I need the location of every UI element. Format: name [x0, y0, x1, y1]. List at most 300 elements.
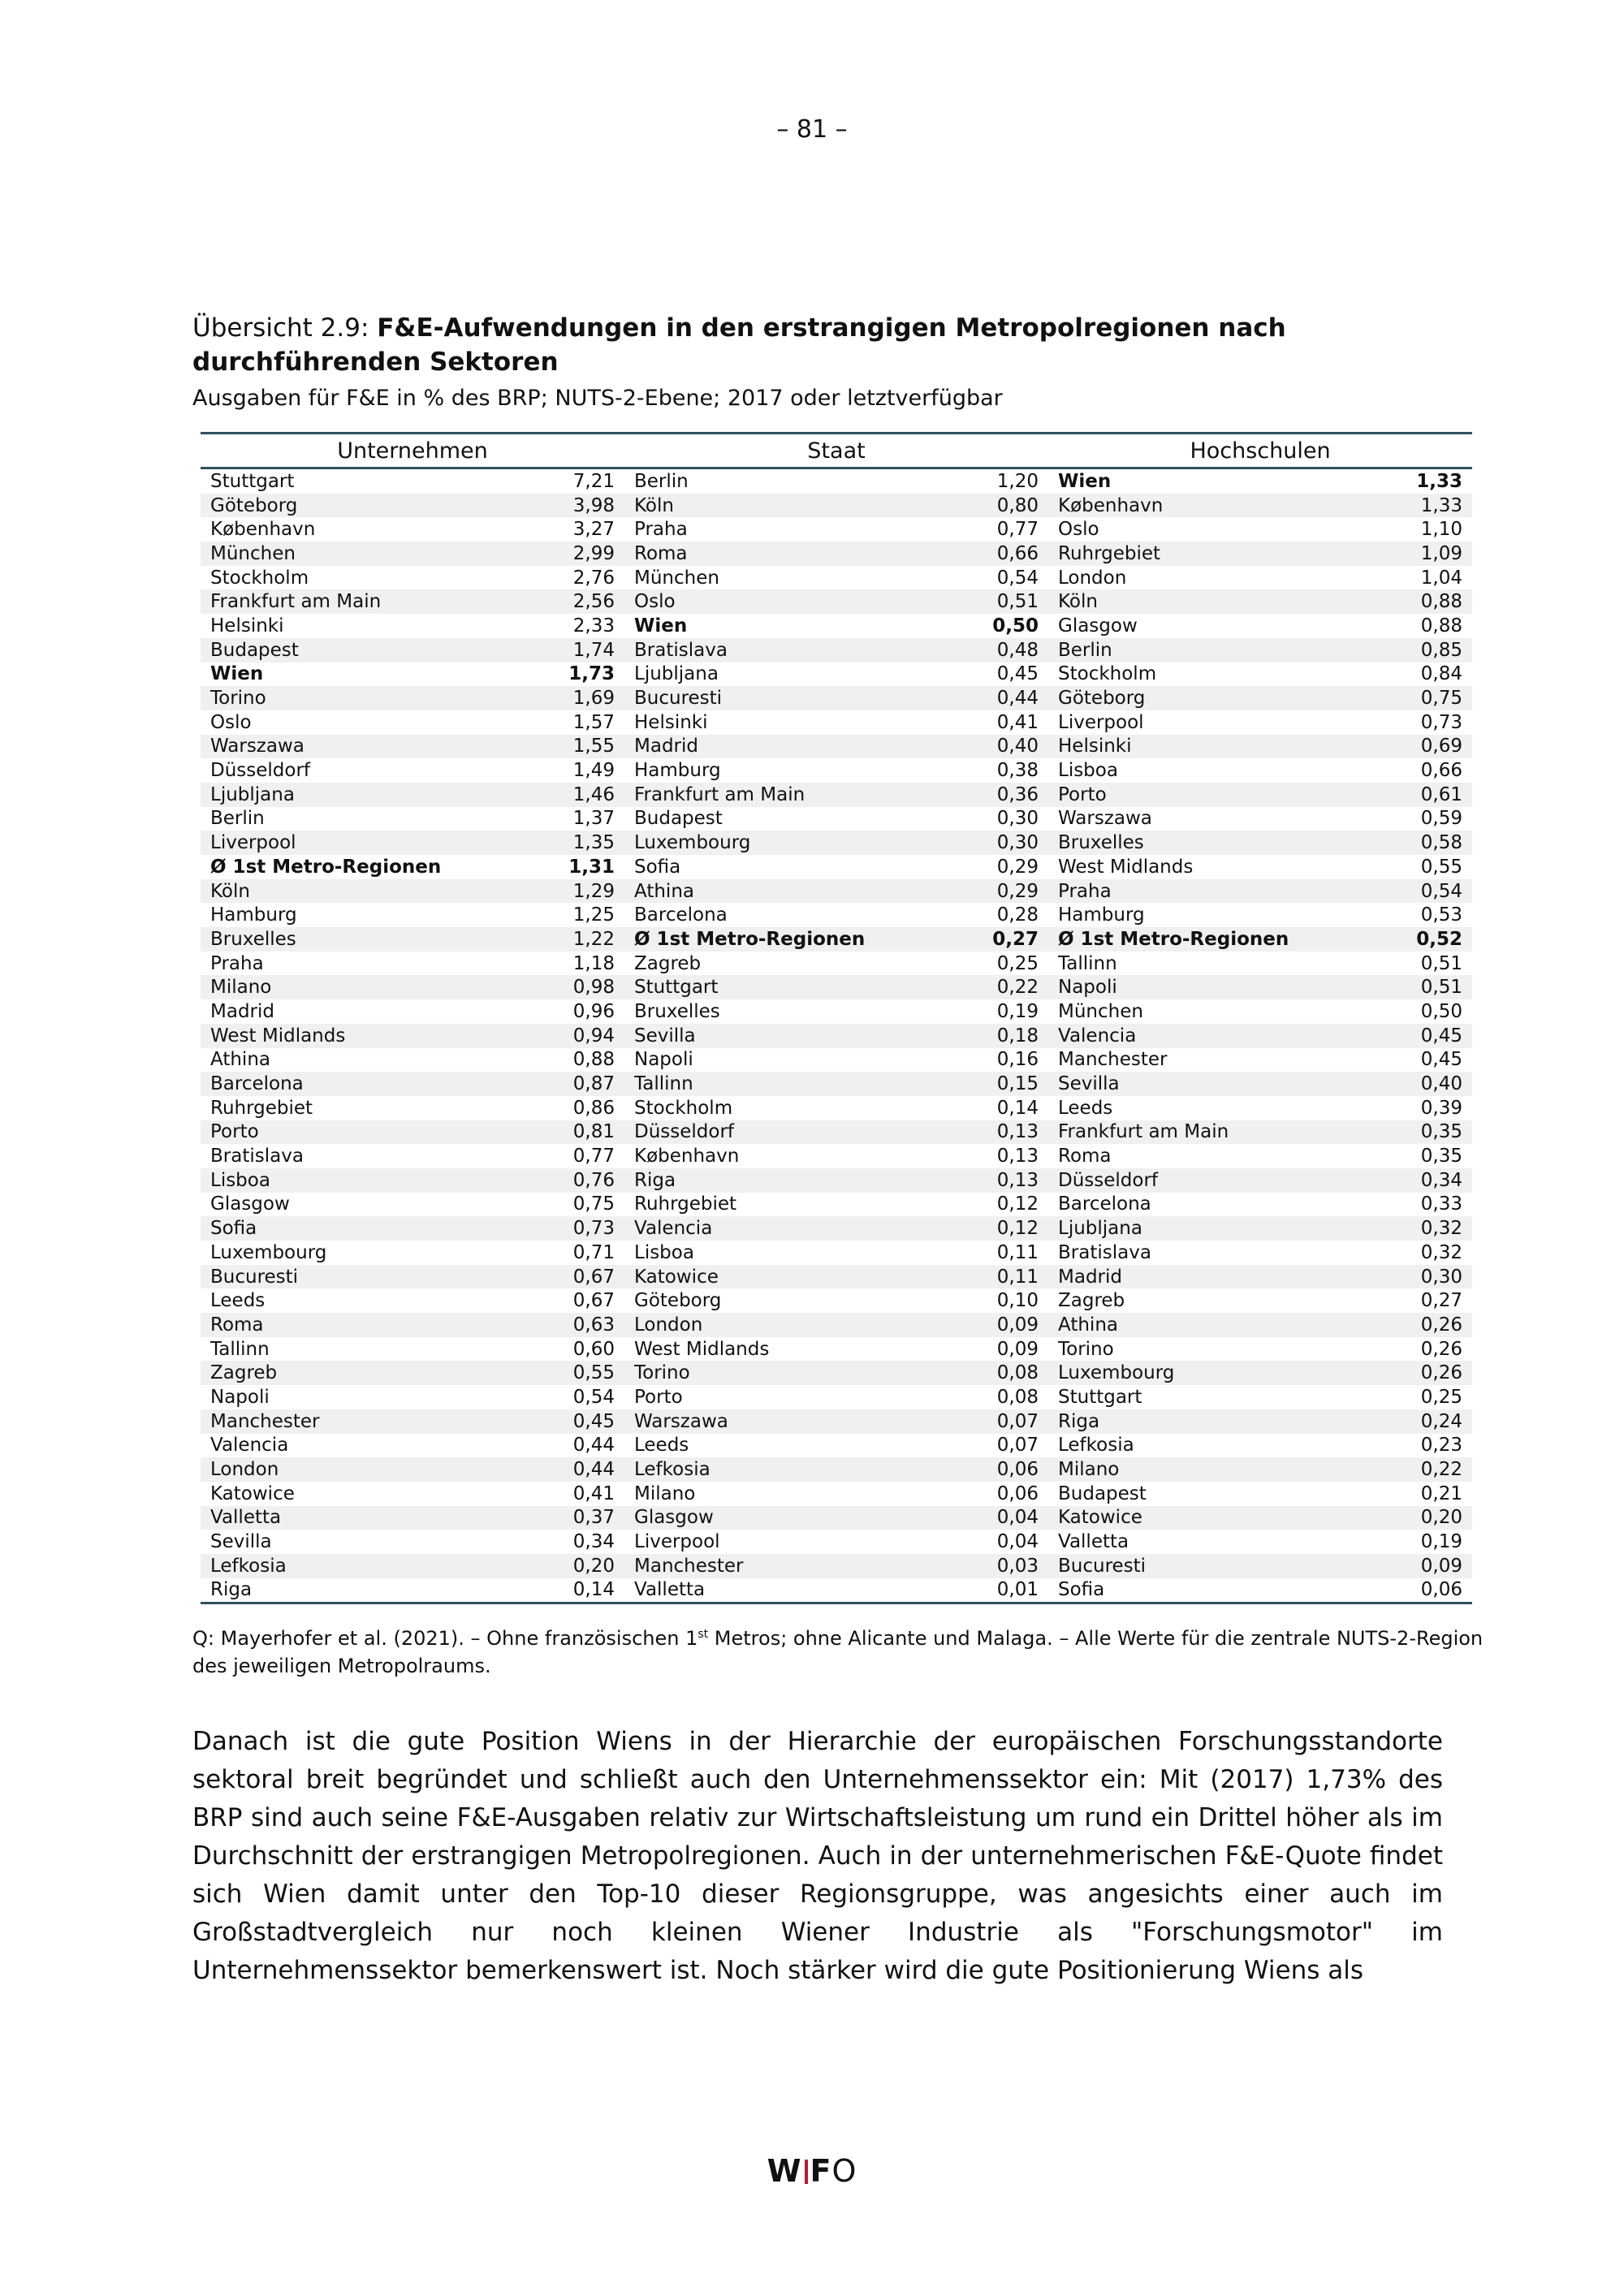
table-row — [201, 1530, 1472, 1554]
staat-value-cell: 0,51 — [941, 589, 1048, 614]
unternehmen-value-cell: 1,74 — [517, 638, 624, 662]
unternehmen-region-cell: Glasgow — [210, 1193, 290, 1215]
table-row — [201, 589, 1472, 614]
staat-region-cell: Warszawa — [624, 1409, 941, 1434]
unternehmen-value-cell: 1,73 — [568, 663, 615, 685]
unternehmen-region-cell: Roma — [201, 1313, 517, 1337]
unternehmen-region-cell: Valletta — [201, 1506, 517, 1530]
table-row — [201, 855, 1472, 879]
table-row — [201, 758, 1472, 783]
staat-value-cell: 0,07 — [996, 1435, 1039, 1457]
staat-region-cell: Budapest — [634, 808, 723, 830]
unternehmen-region-cell: Torino — [201, 686, 517, 710]
unternehmen-value-cell: 0,96 — [572, 1000, 615, 1022]
table-row — [201, 975, 1472, 999]
staat-value-cell: 0,45 — [996, 663, 1039, 685]
hochschulen-value-cell: 0,40 — [1365, 1072, 1472, 1096]
table-row — [201, 1144, 1472, 1168]
exhibit-subtitle: Ausgaben für F&E in % des BRP; NUTS-2-Ebene; 2017 oder letztverfügbar — [192, 386, 1003, 411]
unternehmen-region-cell: Oslo — [210, 711, 252, 733]
unternehmen-region-cell: Liverpool — [201, 831, 517, 855]
hochschulen-region-cell: Athina — [1048, 1313, 1365, 1337]
staat-region-cell: Hamburg — [634, 760, 721, 782]
hochschulen-region-cell: Manchester — [1058, 1049, 1168, 1071]
source-superscript: st — [698, 1628, 709, 1641]
hochschulen-region-cell: Zagreb — [1058, 1290, 1125, 1312]
staat-value-cell: 0,50 — [992, 615, 1039, 637]
table-row — [201, 1337, 1472, 1362]
unternehmen-value-cell: 1,57 — [572, 711, 615, 733]
hochschulen-region-cell: Ljubljana — [1048, 1216, 1365, 1241]
unternehmen-region-cell: Lefkosia — [201, 1554, 517, 1578]
staat-region-cell: Göteborg — [634, 1290, 722, 1312]
unternehmen-region-cell: Katowice — [210, 1482, 295, 1504]
staat-value-cell: 0,06 — [941, 1457, 1048, 1482]
hochschulen-region-cell: Göteborg — [1048, 686, 1365, 710]
hochschulen-region-cell: Lefkosia — [1058, 1435, 1134, 1457]
hochschulen-region-cell: Roma — [1058, 1146, 1112, 1167]
unternehmen-value-cell: 0,67 — [572, 1290, 615, 1312]
page-number: – 81 – — [776, 115, 848, 144]
hochschulen-value-cell: 0,50 — [1420, 1000, 1463, 1022]
unternehmen-region-cell: Helsinki — [210, 615, 284, 637]
hochschulen-value-cell: 0,34 — [1365, 1168, 1472, 1193]
hochschulen-value-cell: 1,10 — [1420, 519, 1463, 541]
hochschulen-value-cell: 0,75 — [1365, 686, 1472, 710]
table-row — [201, 1434, 1472, 1458]
unternehmen-region-cell: Göteborg — [201, 494, 517, 518]
staat-value-cell: 0,01 — [941, 1578, 1048, 1603]
table-row — [201, 1168, 1472, 1193]
hochschulen-region-cell: Porto — [1048, 783, 1365, 807]
hochschulen-value-cell: 0,26 — [1420, 1338, 1463, 1360]
staat-value-cell: 0,40 — [941, 735, 1048, 759]
staat-value-cell: 0,10 — [996, 1290, 1039, 1312]
table-row — [201, 1193, 1472, 1217]
table-row — [201, 1385, 1472, 1409]
staat-region-cell: Napoli — [634, 1049, 693, 1071]
staat-value-cell: 0,38 — [996, 760, 1039, 782]
unternehmen-value-cell: 0,14 — [517, 1578, 624, 1603]
unternehmen-region-cell: Madrid — [210, 1000, 274, 1022]
table-row — [201, 1482, 1472, 1506]
source-text-1: Q: Mayerhofer et al. (2021). – Ohne französischen 1 — [192, 1627, 698, 1650]
unternehmen-region-cell: Frankfurt am Main — [201, 589, 517, 614]
unternehmen-value-cell: 1,69 — [517, 686, 624, 710]
hochschulen-value-cell: 0,35 — [1365, 1120, 1472, 1145]
hochschulen-region-cell: Warszawa — [1058, 808, 1152, 830]
hochschulen-value-cell: 0,32 — [1420, 1241, 1463, 1263]
unternehmen-value-cell: 0,98 — [517, 975, 624, 999]
staat-region-cell: Ø 1st Metro-Regionen — [624, 927, 941, 952]
staat-value-cell: 0,15 — [941, 1072, 1048, 1096]
unternehmen-region-cell: Wien — [210, 663, 264, 685]
rd-expenditure-table — [201, 432, 1472, 1604]
unternehmen-region-cell: West Midlands — [201, 1024, 517, 1048]
hochschulen-region-cell: Barcelona — [1058, 1193, 1151, 1215]
unternehmen-region-cell: Porto — [201, 1120, 517, 1145]
hochschulen-value-cell: 0,20 — [1365, 1506, 1472, 1530]
hochschulen-region-cell: Milano — [1048, 1457, 1365, 1482]
hochschulen-region-cell: West Midlands — [1058, 856, 1194, 878]
table-row — [201, 566, 1472, 590]
hochschulen-region-cell: Madrid — [1048, 1265, 1365, 1289]
unternehmen-value-cell: 0,34 — [572, 1531, 615, 1553]
staat-value-cell: 0,06 — [996, 1482, 1039, 1504]
staat-region-cell: Lefkosia — [624, 1457, 941, 1482]
hochschulen-value-cell: 0,06 — [1365, 1578, 1472, 1603]
staat-value-cell: 0,48 — [941, 638, 1048, 662]
staat-value-cell: 0,30 — [996, 808, 1039, 830]
unternehmen-region-cell: Luxembourg — [210, 1241, 327, 1263]
unternehmen-region-cell: København — [210, 519, 316, 541]
hochschulen-value-cell: 1,09 — [1365, 542, 1472, 566]
table-row — [201, 614, 1472, 638]
logo-bar — [805, 2160, 808, 2184]
unternehmen-value-cell: 0,87 — [517, 1072, 624, 1096]
staat-region-cell: Torino — [624, 1361, 941, 1385]
staat-value-cell: 0,11 — [941, 1265, 1048, 1289]
staat-value-cell: 0,11 — [996, 1241, 1039, 1263]
hochschulen-region-cell: Frankfurt am Main — [1048, 1120, 1365, 1145]
table-row — [201, 927, 1472, 952]
hochschulen-value-cell: 0,58 — [1365, 831, 1472, 855]
unternehmen-value-cell: 2,76 — [572, 567, 615, 589]
staat-value-cell: 0,08 — [996, 1386, 1039, 1408]
table-row — [201, 831, 1472, 855]
unternehmen-value-cell: 0,45 — [517, 1409, 624, 1434]
staat-region-cell: København — [634, 1146, 740, 1167]
staat-region-cell: Ljubljana — [634, 663, 719, 685]
hochschulen-region-cell: Wien — [1058, 470, 1112, 492]
unternehmen-region-cell: Ruhrgebiet — [210, 1097, 313, 1119]
staat-value-cell: 0,07 — [941, 1409, 1048, 1434]
staat-region-cell: Sevilla — [624, 1024, 941, 1048]
staat-region-cell: Bucuresti — [624, 686, 941, 710]
staat-value-cell: 0,27 — [941, 927, 1048, 952]
hochschulen-value-cell: 0,88 — [1420, 615, 1463, 637]
table-row — [201, 1024, 1472, 1048]
staat-region-cell: Valencia — [624, 1216, 941, 1241]
hochschulen-value-cell: 0,32 — [1365, 1216, 1472, 1241]
unternehmen-value-cell: 1,18 — [572, 952, 615, 974]
staat-region-cell: Sofia — [634, 856, 681, 878]
staat-value-cell: 0,13 — [941, 1168, 1048, 1193]
hochschulen-region-cell: Glasgow — [1058, 615, 1138, 637]
table-row — [201, 1409, 1472, 1434]
staat-region-cell: Valletta — [624, 1578, 941, 1603]
hochschulen-region-cell: Ø 1st Metro-Regionen — [1048, 927, 1365, 952]
staat-region-cell: Köln — [624, 494, 941, 518]
header-hochschulen: Hochschulen — [1048, 434, 1472, 468]
staat-region-cell: Lisboa — [634, 1241, 694, 1263]
hochschulen-value-cell: 0,33 — [1420, 1193, 1463, 1215]
hochschulen-value-cell: 0,52 — [1365, 927, 1472, 952]
hochschulen-value-cell: 0,19 — [1420, 1531, 1463, 1553]
body-paragraph: Danach ist die gute Position Wiens in der Hierarchie der europäischen Forschungsstandorte sektoral breit begründet und schließt auch den Unternehmenssektor ein: Mit (2017) 1,73% des BRP sind auch seine F&E-Ausgaben relativ zur Wirtschaftsleistung um rund ein Drittel höher als im Durchschnitt der erstrangigen Metropolregionen. Auch in der unternehmerischen F&E-Quote findet sich Wien damit unter den Top-10 dieser Regionsgruppe, was angesichts einer auch im Großstadtvergleich nur noch kleinen Wiener Industrie als "Forschungsmotor" im Unternehmenssektor bemerkenswert ist. Noch stärker wird die gute Positionierung Wiens als — [192, 1727, 1443, 1985]
hochschulen-value-cell: 0,73 — [1420, 711, 1463, 733]
hochschulen-region-cell: Torino — [1058, 1338, 1114, 1360]
hochschulen-region-cell: Bucuresti — [1048, 1554, 1365, 1578]
staat-region-cell: Katowice — [624, 1265, 941, 1289]
table-row — [201, 710, 1472, 735]
logo-letter-w: W — [767, 2153, 802, 2189]
header-unternehmen: Unternehmen — [201, 434, 624, 468]
unternehmen-value-cell: 3,98 — [517, 494, 624, 518]
unternehmen-region-cell: Bruxelles — [201, 927, 517, 952]
unternehmen-region-cell: Barcelona — [201, 1072, 517, 1096]
hochschulen-region-cell: Bratislava — [1058, 1241, 1151, 1263]
hochschulen-value-cell: 0,39 — [1420, 1097, 1463, 1119]
hochschulen-value-cell: 0,88 — [1365, 589, 1472, 614]
staat-region-cell: Riga — [624, 1168, 941, 1193]
table-row — [201, 494, 1472, 518]
unternehmen-value-cell: 3,27 — [572, 519, 615, 541]
unternehmen-region-cell: Ø 1st Metro-Regionen — [210, 856, 442, 878]
staat-region-cell: Berlin — [634, 470, 689, 492]
staat-value-cell: 0,29 — [996, 856, 1039, 878]
table-body — [201, 468, 1472, 1603]
table-row — [201, 1096, 1472, 1120]
table-row — [201, 783, 1472, 807]
unternehmen-region-cell: Leeds — [210, 1290, 266, 1312]
unternehmen-region-cell: Köln — [201, 879, 517, 904]
staat-value-cell: 0,13 — [996, 1146, 1039, 1167]
hochschulen-value-cell: 0,51 — [1420, 952, 1463, 974]
table-row — [201, 1506, 1472, 1530]
unternehmen-value-cell: 0,76 — [517, 1168, 624, 1193]
unternehmen-region-cell: Valencia — [210, 1435, 289, 1457]
staat-region-cell: Porto — [634, 1386, 683, 1408]
table-row — [201, 1265, 1472, 1289]
unternehmen-region-cell: Athina — [210, 1049, 270, 1071]
staat-region-cell: Bruxelles — [634, 1000, 720, 1022]
hochschulen-value-cell: 0,25 — [1420, 1386, 1463, 1408]
table-row — [201, 686, 1472, 710]
unternehmen-value-cell: 0,75 — [572, 1193, 615, 1215]
table-row — [201, 807, 1472, 831]
unternehmen-value-cell: 0,71 — [572, 1241, 615, 1263]
unternehmen-value-cell: 1,55 — [517, 735, 624, 759]
unternehmen-value-cell: 0,41 — [572, 1482, 615, 1504]
unternehmen-value-cell: 1,22 — [517, 927, 624, 952]
staat-value-cell: 0,03 — [941, 1554, 1048, 1578]
hochschulen-region-cell: London — [1058, 567, 1127, 589]
table-row — [201, 638, 1472, 662]
hochschulen-value-cell: 0,59 — [1420, 808, 1463, 830]
staat-value-cell: 0,28 — [996, 904, 1039, 926]
unternehmen-value-cell: 0,37 — [517, 1506, 624, 1530]
table-row — [201, 1072, 1472, 1096]
unternehmen-value-cell: 1,46 — [517, 783, 624, 807]
table-row — [201, 999, 1472, 1024]
unternehmen-value-cell: 0,86 — [572, 1097, 615, 1119]
table-row — [201, 1241, 1472, 1265]
hochschulen-value-cell: 0,09 — [1365, 1554, 1472, 1578]
staat-value-cell: 1,20 — [996, 470, 1039, 492]
staat-region-cell: Ruhrgebiet — [634, 1193, 737, 1215]
table-row — [201, 1048, 1472, 1072]
table-row — [201, 1457, 1472, 1482]
table-row — [201, 517, 1472, 542]
hochschulen-region-cell: München — [1058, 1000, 1143, 1022]
staat-value-cell: 0,66 — [941, 542, 1048, 566]
unternehmen-region-cell: Hamburg — [210, 904, 297, 926]
table-row — [201, 1361, 1472, 1385]
unternehmen-value-cell: 0,20 — [517, 1554, 624, 1578]
staat-region-cell: Barcelona — [634, 904, 728, 926]
hochschulen-region-cell: Valletta — [1058, 1531, 1129, 1553]
source-text-2: Metros; ohne Alicante und Malaga. – Alle Werte für die zentrale NUTS-2-Region des jeweiligen Metropolraums. — [192, 1627, 1484, 1677]
unternehmen-value-cell: 0,54 — [572, 1386, 615, 1408]
hochschulen-region-cell: København — [1048, 494, 1365, 518]
unternehmen-value-cell: 0,67 — [517, 1265, 624, 1289]
hochschulen-region-cell: Tallinn — [1058, 952, 1117, 974]
staat-region-cell: Stockholm — [634, 1097, 733, 1119]
unternehmen-value-cell: 0,55 — [517, 1361, 624, 1385]
table-row — [201, 903, 1472, 927]
staat-region-cell: Oslo — [624, 589, 941, 614]
hochschulen-value-cell: 0,26 — [1365, 1313, 1472, 1337]
unternehmen-region-cell: Manchester — [201, 1409, 517, 1434]
hochschulen-value-cell: 0,51 — [1365, 975, 1472, 999]
hochschulen-value-cell: 0,66 — [1420, 760, 1463, 782]
hochschulen-region-cell: Sevilla — [1048, 1072, 1365, 1096]
hochschulen-region-cell: Ruhrgebiet — [1048, 542, 1365, 566]
unternehmen-value-cell: 1,49 — [572, 760, 615, 782]
exhibit-title-bold: F&E-Aufwendungen in den erstrangigen Metropolregionen nach durchführenden Sektoren — [192, 313, 1286, 377]
table-row — [201, 1554, 1472, 1578]
logo-letter-o: O — [831, 2153, 857, 2189]
unternehmen-region-cell: Budapest — [201, 638, 517, 662]
hochschulen-value-cell: 0,55 — [1420, 856, 1463, 878]
staat-value-cell: 0,09 — [941, 1313, 1048, 1337]
unternehmen-value-cell: 1,35 — [517, 831, 624, 855]
hochschulen-region-cell: Helsinki — [1048, 735, 1365, 759]
unternehmen-region-cell: Warszawa — [201, 735, 517, 759]
staat-value-cell: 0,22 — [941, 975, 1048, 999]
table-row — [201, 735, 1472, 759]
staat-value-cell: 0,04 — [941, 1506, 1048, 1530]
logo-letter-f: F — [810, 2153, 832, 2189]
staat-value-cell: 0,44 — [941, 686, 1048, 710]
hochschulen-value-cell: 0,84 — [1420, 663, 1463, 685]
hochschulen-region-cell: Luxembourg — [1048, 1361, 1365, 1385]
staat-region-cell: Helsinki — [634, 711, 708, 733]
staat-value-cell: 0,04 — [996, 1531, 1039, 1553]
hochschulen-region-cell: Köln — [1048, 589, 1365, 614]
hochschulen-value-cell: 0,61 — [1365, 783, 1472, 807]
unternehmen-region-cell: Stuttgart — [210, 470, 295, 492]
hochschulen-value-cell: 0,27 — [1420, 1290, 1463, 1312]
unternehmen-value-cell: 2,56 — [517, 589, 624, 614]
unternehmen-value-cell: 1,29 — [517, 879, 624, 904]
unternehmen-value-cell: 0,60 — [572, 1338, 615, 1360]
staat-region-cell: Frankfurt am Main — [624, 783, 941, 807]
table-row — [201, 879, 1472, 904]
staat-region-cell: Roma — [624, 542, 941, 566]
table-row — [201, 1120, 1472, 1145]
hochschulen-value-cell: 0,23 — [1420, 1435, 1463, 1457]
staat-value-cell: 0,14 — [996, 1097, 1039, 1119]
wifo-logo — [0, 2153, 1624, 2189]
staat-region-cell: Stuttgart — [624, 975, 941, 999]
unternehmen-value-cell: 2,33 — [572, 615, 615, 637]
hochschulen-region-cell: Lisboa — [1058, 760, 1118, 782]
staat-region-cell: Wien — [634, 615, 688, 637]
unternehmen-value-cell: 0,94 — [517, 1024, 624, 1048]
staat-region-cell: Praha — [634, 519, 688, 541]
exhibit-title-prefix: Übersicht 2.9: — [192, 313, 378, 343]
hochschulen-region-cell: Stuttgart — [1058, 1386, 1142, 1408]
unternehmen-value-cell: 0,73 — [517, 1216, 624, 1241]
staat-value-cell: 0,16 — [996, 1049, 1039, 1071]
staat-region-cell: Liverpool — [634, 1531, 720, 1553]
staat-value-cell: 0,36 — [941, 783, 1048, 807]
hochschulen-value-cell: 0,30 — [1365, 1265, 1472, 1289]
hochschulen-region-cell: Napoli — [1048, 975, 1365, 999]
staat-region-cell: Leeds — [634, 1435, 689, 1457]
hochschulen-region-cell: Katowice — [1048, 1506, 1365, 1530]
staat-region-cell: London — [624, 1313, 941, 1337]
unternehmen-value-cell: 0,63 — [517, 1313, 624, 1337]
staat-region-cell: Tallinn — [624, 1072, 941, 1096]
hochschulen-value-cell: 0,53 — [1420, 904, 1463, 926]
unternehmen-value-cell: 1,31 — [568, 856, 615, 878]
table-row — [201, 1288, 1472, 1313]
hochschulen-region-cell: Sofia — [1048, 1578, 1365, 1603]
unternehmen-region-cell: Sofia — [201, 1216, 517, 1241]
hochschulen-value-cell: 0,26 — [1365, 1361, 1472, 1385]
exhibit-title — [192, 311, 1492, 379]
unternehmen-value-cell: 0,88 — [572, 1049, 615, 1071]
unternehmen-region-cell: Milano — [201, 975, 517, 999]
hochschulen-value-cell: 0,54 — [1365, 879, 1472, 904]
table-header-row — [201, 434, 1472, 468]
hochschulen-region-cell: Leeds — [1058, 1097, 1113, 1119]
unternehmen-region-cell: Praha — [210, 952, 264, 974]
staat-value-cell: 0,41 — [996, 711, 1039, 733]
hochschulen-value-cell: 0,35 — [1420, 1146, 1463, 1167]
hochschulen-value-cell: 0,45 — [1365, 1024, 1472, 1048]
unternehmen-region-cell: Riga — [201, 1578, 517, 1603]
staat-value-cell: 0,13 — [941, 1120, 1048, 1145]
staat-value-cell: 0,80 — [941, 494, 1048, 518]
hochschulen-value-cell: 1,33 — [1416, 470, 1463, 492]
staat-value-cell: 0,77 — [996, 519, 1039, 541]
unternehmen-region-cell: München — [201, 542, 517, 566]
unternehmen-value-cell: 0,77 — [572, 1146, 615, 1167]
unternehmen-region-cell: Düsseldorf — [210, 760, 311, 782]
hochschulen-region-cell: Valencia — [1048, 1024, 1365, 1048]
staat-region-cell: Bratislava — [624, 638, 941, 662]
hochschulen-value-cell: 0,22 — [1365, 1457, 1472, 1482]
hochschulen-region-cell: Praha — [1048, 879, 1365, 904]
staat-region-cell: Zagreb — [634, 952, 702, 974]
table-row — [201, 542, 1472, 566]
hochschulen-value-cell: 0,69 — [1365, 735, 1472, 759]
staat-region-cell: Glasgow — [624, 1506, 941, 1530]
hochschulen-region-cell: Hamburg — [1058, 904, 1145, 926]
source-note — [192, 1621, 1492, 1680]
table-row — [201, 1313, 1472, 1337]
staat-region-cell: Athina — [624, 879, 941, 904]
unternehmen-region-cell: Zagreb — [201, 1361, 517, 1385]
unternehmen-value-cell: 0,81 — [517, 1120, 624, 1145]
staat-region-cell: Düsseldorf — [624, 1120, 941, 1145]
hochschulen-region-cell: Liverpool — [1058, 711, 1144, 733]
header-staat: Staat — [624, 434, 1048, 468]
